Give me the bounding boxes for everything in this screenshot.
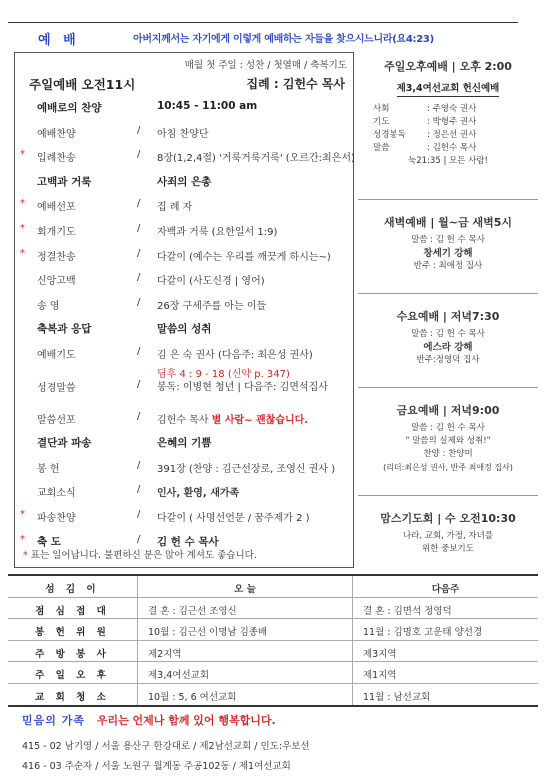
friday-service-card: 금요예배 | 저녁9:00 말씀 : 김 헌 수 목사 " 말씀의 실제와 성취!" 찬양 : 찬양미 (리더:최은성 권사, 반주 최애정 집사)	[358, 392, 538, 496]
member-entry: 415 - 02 남기영 / 서울 용산구 한강대로 / 제2남선교회 / 인도:우보선	[22, 741, 310, 752]
scripture-reader: 봉독: 이병현 청년 | 다음주: 김면석집사	[157, 381, 328, 393]
order-item: * 회개기도 / 자백과 거룩 (요한일서 1:9)	[20, 222, 278, 238]
other-services	[358, 52, 538, 568]
service-title: 주일예배 오전11시	[29, 77, 136, 92]
stand-marker: *	[20, 198, 25, 210]
order-item: * 축 도 / 김 헌 수 목사	[20, 533, 219, 548]
table-row: 주 방 봉 사 제2지역 제3지역	[8, 641, 538, 663]
family-title: 믿음의 가족	[22, 714, 85, 727]
duty-list: 사회 : 주영숙 권사 기도 : 박형주 권사 성경봉독 : 정은선 권사 말씀 : 김헌수 목사	[373, 104, 477, 153]
sunday-afternoon-card: 주일오후예배 | 오후 2:00 제3,4여선교회 헌신예배 사회 : 주영숙 권사 기도 : 박형주 권사 성경봉독 : 정은선 권사 말씀 : 김헌수 목사 눅21:35 | 모든 사람!	[358, 52, 538, 200]
order-item: 예배찬양 / 아침 찬양단	[37, 124, 209, 140]
worship-header	[8, 22, 518, 50]
order-list	[15, 95, 353, 553]
prayer-meeting-card: 맘스기도회 | 수 오전10:30 나라, 교회, 가정, 자녀를 위한 중보기도	[380, 512, 516, 554]
scripture-reference: 딤후 4 : 9 - 18 (신약 p. 347)	[157, 368, 290, 380]
service-duty-table	[8, 574, 538, 707]
member-entry: 416 - 03 주순자 / 서울 노원구 월계동 주공102동 / 제1여선교회	[22, 761, 291, 772]
table-row: 교 회 청 소 10월 : 5, 6 여선교회 11월 : 남선교회	[8, 684, 538, 706]
table-row: 봉 헌 위 원 10월 : 김근선 이명남 김종배 11월 : 김명호 고운태 양선경	[8, 619, 538, 641]
order-item: 예배기도 / 김 은 숙 권사 (다음주: 최은성 권사)	[37, 345, 313, 361]
sermon-title: 별 사람~ 괜찮습니다.	[211, 414, 309, 426]
order-item: 송 영 / 26장 구세주를 아는 이들	[37, 296, 267, 312]
order-item: 봉 헌 / 391장 (찬양 : 김근선장로, 조영신 권사 )	[37, 459, 336, 475]
table-row: 점 심 접 대 결 혼 : 김근선 조영신 결 혼 : 김면석 정영덕	[8, 598, 538, 620]
stand-marker: *	[20, 149, 25, 161]
order-item: 예배로의 찬양 10:45 - 11:00 am	[37, 100, 258, 114]
order-item: * 파송찬양 / 다같이 ( 사명선언문 / 꿈주제가 2 )	[20, 508, 310, 524]
order-item: * 정결찬송 / 다같이 (예수는 우리를 깨끗게 하시는~)	[20, 247, 331, 263]
main-service-order	[14, 52, 354, 568]
order-item: 고백과 거룩 사죄의 은총	[37, 175, 212, 188]
order-item: 축복과 응답 말씀의 성취	[37, 323, 212, 336]
family-heading	[22, 712, 276, 728]
theme-verse: 아버지께서는 자기에게 이렇게 예배하는 자들을 찾으시느니라(요4:23)	[133, 34, 434, 45]
order-item: 결단과 파송 은혜의 기쁨	[37, 437, 212, 450]
order-item: * 예배선포 / 집 례 자	[20, 198, 193, 214]
preacher: 김헌수 목사	[157, 414, 209, 426]
table-header: 섬 김 이 오 늘 다음주	[8, 576, 538, 598]
dawn-service-card: 새벽예배 | 월~금 새벽5시 말씀 : 김 헌 수 목사 창세기 강해 반주 : 최애정 집사	[358, 204, 538, 294]
stand-marker: *	[20, 222, 25, 234]
family-slogan: 우리는 언제나 함께 있어 행복합니다.	[96, 714, 276, 727]
stand-marker: *	[20, 533, 25, 545]
order-item: 교회소식 / 인사, 환영, 새가족	[37, 484, 240, 500]
wednesday-service-card: 수요예배 | 저녁7:30 말씀 : 김 헌 수 목사 에스라 강해 반주:정영덕 집사	[358, 298, 538, 388]
order-item: 신앙고백 / 다같이 (사도신경 | 영어)	[37, 272, 265, 288]
monthly-note: 매월 첫 주일 : 성찬 / 첫열매 / 축복기도	[184, 60, 347, 71]
section-title: 예 배	[38, 33, 80, 48]
presider: 집례 : 김헌수 목사	[246, 77, 345, 91]
afternoon-verse: 눅21:35 | 모든 사람!	[408, 156, 488, 166]
order-item: * 입례찬송 / 8장(1,2,4절) '거룩거룩거룩' (오르간:최은서)	[20, 149, 355, 165]
sermon-item: 말씀선포 / 김헌수 목사 별 사람~ 괜찮습니다.	[37, 410, 309, 426]
stand-marker: *	[20, 508, 25, 520]
standing-note: * 표는 일어납니다. 불편하신 분은 앉아 계셔도 좋습니다.	[23, 550, 257, 561]
stand-marker: *	[20, 247, 25, 259]
table-row: 주 일 오 후 제3,4여선교회 제1지역	[8, 662, 538, 684]
scripture-item: 성경말씀 / 딤후 4 : 9 - 18 (신약 p. 347) 봉독: 이병현 청년 | 다음주: 김면석집사	[37, 368, 328, 394]
